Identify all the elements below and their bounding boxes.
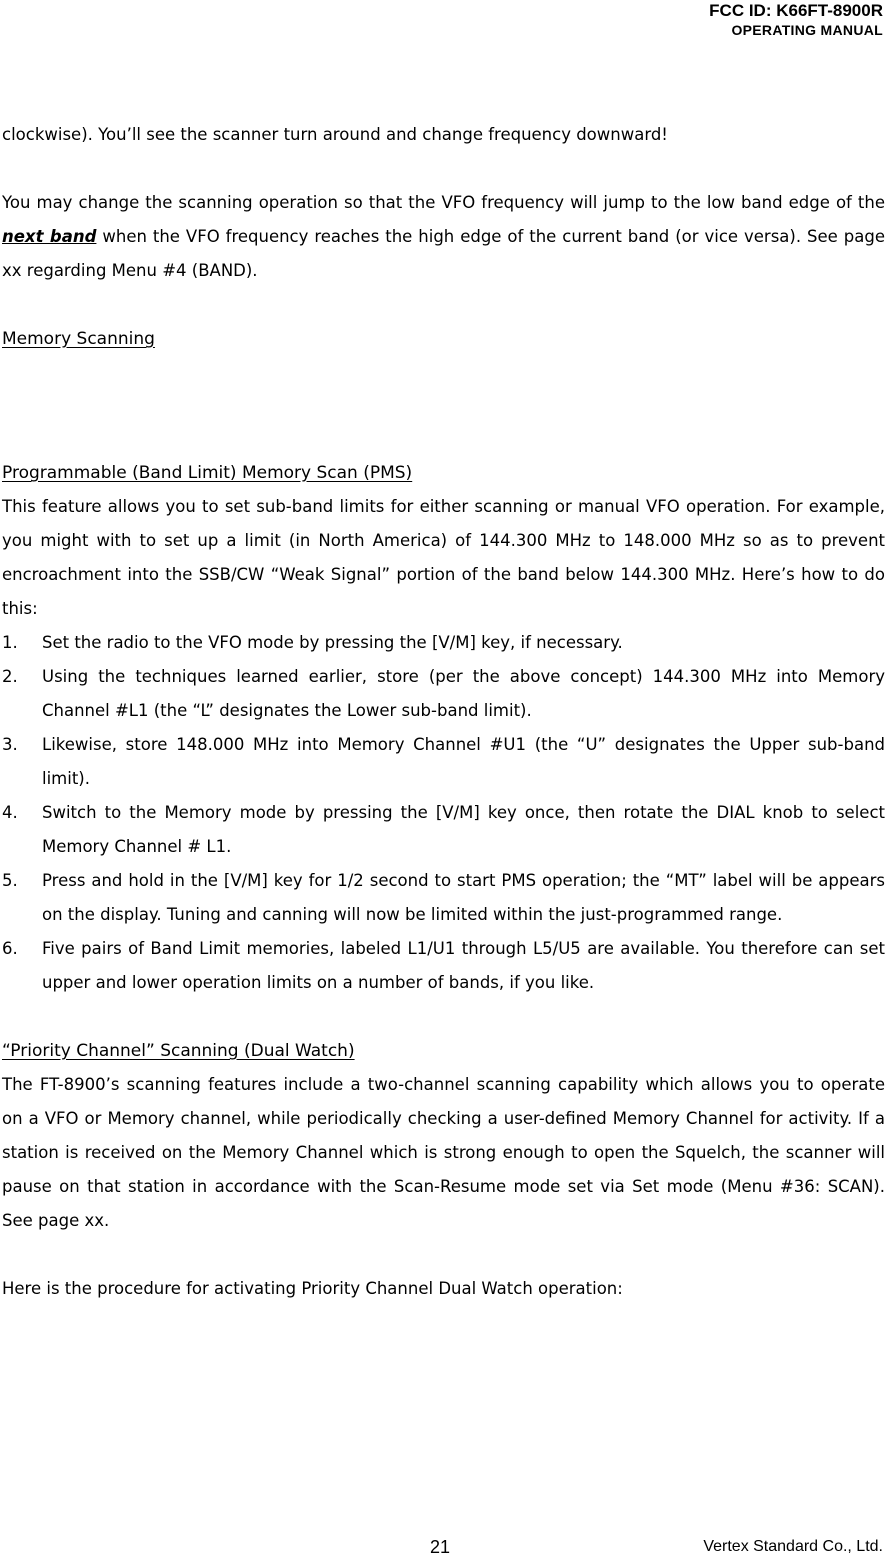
- step-number: 2.: [2, 667, 18, 686]
- step-text: Switch to the Memory mode by pressing the [V/M] key once, then rotate the DIAL knob to select Memory Channel # L1.: [42, 803, 885, 856]
- step-number: 1.: [2, 633, 18, 652]
- paragraph-band-edge: [2, 186, 885, 288]
- paragraph-scanner-direction: clockwise). You’ll see the scanner turn around and change frequency downward!: [2, 125, 668, 144]
- list-item: [2, 626, 885, 660]
- heading-priority-channel: “Priority Channel” Scanning (Dual Watch): [2, 1041, 355, 1061]
- page-header: [709, 1, 883, 39]
- paragraph-band-edge-end: when the VFO frequency reaches the high edge of the current band (or vice versa). See page xx regarding Menu #4 (BAND).: [2, 227, 885, 280]
- manual-title: OPERATING MANUAL: [731, 22, 883, 38]
- paragraph-priority-intro: The FT-8900’s scanning features include a two-channel scanning capability which allows you to operate on a VFO or Memory channel, while periodically checking a user-defined Memory Channel for activity. If a station is received on the Memory Channel which is strong enough to open the Squelch, the scanner will pause on that station in accordance with the Scan-Resume mode set via Set mode (Menu #36: SCAN). See page xx.: [2, 1075, 885, 1230]
- list-item: [2, 932, 885, 1000]
- step-number: 3.: [2, 735, 18, 754]
- step-text: Set the radio to the VFO mode by pressing the [V/M] key, if necessary.: [42, 633, 623, 652]
- heading-memory-scanning: Memory Scanning: [2, 329, 155, 349]
- step-text: Press and hold in the [V/M] key for 1/2 second to start PMS operation; the “MT” label will be appears on the display. Tuning and canning will now be limited within the just-programmed range.: [42, 871, 885, 924]
- step-text: Five pairs of Band Limit memories, labeled L1/U1 through L5/U5 are available. You therefore can set upper and lower operation limits on a number of bands, if you like.: [42, 939, 885, 992]
- list-item: [2, 796, 885, 864]
- document-body: [2, 118, 885, 1306]
- list-item: [2, 864, 885, 932]
- heading-pms: Programmable (Band Limit) Memory Scan (PMS): [2, 463, 413, 483]
- page-number: 21: [430, 1537, 451, 1557]
- next-band-emphasis: next band: [2, 227, 97, 246]
- paragraph-band-edge-start: You may change the scanning operation so that the VFO frequency will jump to the low band edge of the: [2, 193, 885, 212]
- step-text: Likewise, store 148.000 MHz into Memory Channel #U1 (the “U” designates the Upper sub-band limit).: [42, 735, 885, 788]
- step-text: Using the techniques learned earlier, store (per the above concept) 144.300 MHz into Memory Channel #L1 (the “L” designates the Lower sub-band limit).: [42, 667, 885, 720]
- paragraph-priority-procedure: Here is the procedure for activating Priority Channel Dual Watch operation:: [2, 1279, 623, 1298]
- step-number: 6.: [2, 939, 18, 958]
- list-item: [2, 660, 885, 728]
- paragraph-pms-intro: This feature allows you to set sub-band limits for either scanning or manual VFO operation. For example, you might with to set up a limit (in North America) of 144.300 MHz to 148.000 MHz so as to prevent encroachment into the SSB/CW “Weak Signal” portion of the band below 144.300 MHz. Here’s how to do this:: [2, 497, 885, 618]
- fcc-id: FCC ID: K66FT-8900R: [709, 1, 883, 20]
- step-number: 4.: [2, 803, 18, 822]
- pms-steps-list: [2, 626, 885, 1000]
- list-item: [2, 728, 885, 796]
- step-number: 5.: [2, 871, 18, 890]
- company-name: Vertex Standard Co., Ltd.: [703, 1538, 883, 1555]
